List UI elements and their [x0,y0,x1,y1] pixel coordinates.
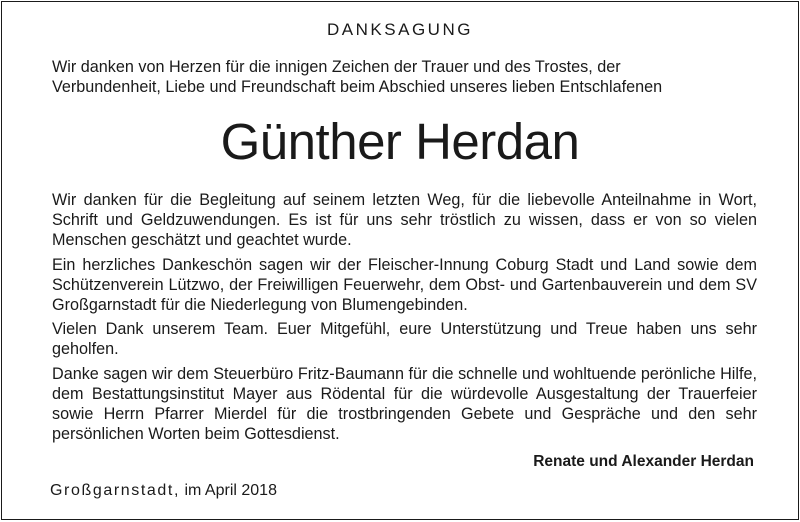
paragraph-thanks-team: Vielen Dank unserem Team. Euer Mitgefühl, eure Unterstützung und Treue haben uns sehr geholfen. [52,320,757,358]
place: Großgarnstadt, [50,482,181,499]
place-date [50,482,277,500]
obituary-notice [1,1,799,520]
intro-line-2: Verbundenheit, Liebe und Freundschaft beim Abschied unseres lieben Entschlafenen [52,78,663,96]
intro-text [52,57,762,97]
paragraph-thanks-escort: Wir danken für die Begleitung auf seinem letzten Weg, für die liebevolle Anteilnahme in Wort, Schrift und Geldzuwendungen. Es ist für uns sehr tröstlich zu wissen, dass er von so vielen Menschen geschätzt und geachtet wurde. [52,191,757,249]
date: im April 2018 [184,482,277,499]
intro-line-1: Wir danken von Herzen für die innigen Zeichen der Trauer und des Trostes, der [52,58,621,76]
signature: Renate und Alexander Herdan [533,453,754,470]
notice-heading: DANKSAGUNG [327,20,473,39]
paragraph-thanks-services: Danke sagen wir dem Steuerbüro Fritz-Baumann für die schnelle und wohltuende perönliche Hilfe, dem Bestattungsinstitut Mayer aus Rödental für die würdevolle Ausgestaltung der Trauerfeier sowie Herrn Pfarrer Mierdel für die trostbringenden Gebete und Gespräche und den sehr persönlichen Worten beim Gottesdienst. [52,365,757,443]
deceased-name: Günther Herdan [220,113,580,170]
paragraph-thanks-associations: Ein herzliches Dankeschön sagen wir der Fleischer-Innung Coburg Stadt und Land sowie dem Schützenverein Lützwo, der Freiwilligen Feuerwehr, dem Obst- und Gartenbauverein und dem SV Großgarnstadt für die Niederlegung von Blumengebinden. [52,256,757,314]
